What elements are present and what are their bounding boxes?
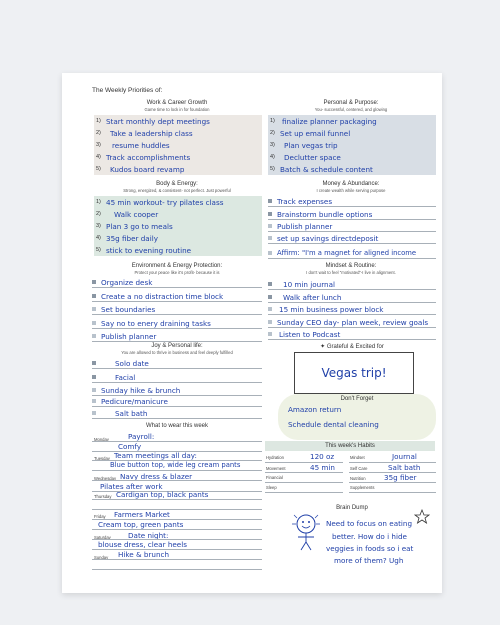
wear-day-label: Monday — [94, 437, 109, 442]
mindset-item: 15 min business power block — [268, 304, 383, 314]
environment-item: Create a no distraction time block — [92, 291, 223, 301]
personal-item: 1) finalize planner packaging — [270, 116, 377, 126]
joy-item: Salt bath — [92, 408, 147, 418]
joy-subheading: You are allowed to thrive in business and feel deeply fulfilled — [121, 350, 233, 355]
wear-line: Date night: — [128, 531, 169, 540]
body-item: 4) 35g fiber daily — [96, 233, 158, 243]
work-item: 5) Kudos board revamp — [96, 164, 185, 174]
money-item: Affirm: "I'm a magnet for aligned income — [268, 248, 416, 258]
habit-value: 120 oz — [310, 452, 335, 461]
money-item: Brainstorm bundle options — [268, 209, 372, 219]
body-item: 2) Walk cooper — [96, 209, 159, 219]
work-item: 1) Start monthly dept meetings — [96, 116, 210, 126]
environment-item: Publish planner — [92, 331, 156, 341]
wear-line: Navy dress & blazer — [120, 472, 193, 481]
brain-dump-line: Need to focus on eating — [326, 519, 413, 528]
body-subheading: Strong, energized, & consistent- not perfect. Just powerful — [123, 188, 231, 193]
wear-day-label: Friday — [94, 514, 106, 519]
wear-heading: What to wear this week — [145, 423, 209, 429]
brain-dump-line: better. How do i hide — [332, 532, 407, 541]
smiley-doodle-icon — [280, 510, 332, 552]
wear-line: Cream top, green pants — [98, 520, 184, 529]
mindset-item: Listen to Podcast — [268, 329, 340, 339]
wear-line: Blue button top, wide leg cream pants — [110, 461, 241, 469]
work-heading: Work & Career Growth — [146, 100, 208, 106]
mindset-item: Sunday CEO day- plan week, review goals — [268, 317, 428, 327]
personal-item: 5) Batch & schedule content — [270, 164, 373, 174]
money-item: set up savings directdeposit — [268, 233, 378, 243]
body-item: 3) Plan 3 go to meals — [96, 221, 173, 231]
money-item: Track expenses — [268, 196, 332, 206]
personal-item: 3) Plan vegas trip — [270, 140, 338, 150]
personal-item: 4) Declutter space — [270, 152, 341, 162]
habit-value: 35g fiber — [384, 473, 417, 482]
grateful-box: Vegas trip! — [294, 352, 414, 394]
grateful-heading: ✦ Grateful & Excited for — [320, 344, 384, 350]
dont-forget-item: Amazon return — [288, 405, 342, 414]
wear-day-label: Sunday — [94, 555, 109, 560]
wear-line: Team meetings all day: — [114, 451, 197, 460]
wear-day-label: Tuesday — [94, 456, 110, 461]
dont-forget-item: Schedule dental cleaning — [288, 420, 379, 429]
money-heading: Money & Abundance: — [322, 181, 380, 187]
joy-heading: Joy & Personal life: — [151, 343, 203, 349]
dont-forget-heading: Don't Forget — [340, 396, 374, 402]
wear-line: Farmers Market — [114, 510, 170, 519]
personal-subheading: You- successful, centered, and glowing — [314, 107, 388, 112]
money-subheading: I create wealth while serving purpose — [316, 188, 386, 193]
personal-item: 2) Set up email funnel — [270, 128, 351, 138]
body-heading: Body & Energy: — [156, 181, 198, 187]
habit-label: Financial — [266, 475, 283, 480]
wear-line: blouse dress, clear heels — [98, 540, 187, 549]
wear-line: Payroll: — [128, 432, 155, 441]
joy-item: Facial — [92, 372, 135, 382]
habit-label: Sleep — [266, 485, 277, 490]
environment-item: Say no to enery draining tasks — [92, 318, 211, 328]
wear-line: Pilates after work — [100, 482, 163, 491]
money-item: Publish planner — [268, 221, 332, 231]
brain-dump-heading: Brain Dump — [336, 505, 368, 511]
mindset-heading: Mindset & Routine: — [325, 263, 377, 269]
environment-subheading: Protect your peace like it's profit- because it is — [134, 270, 220, 275]
star-doodle-icon — [414, 509, 430, 525]
personal-heading: Personal & Purpose: — [323, 100, 379, 106]
habit-value: Journal — [392, 452, 417, 461]
habit-label: Supplements — [350, 485, 375, 490]
mindset-item: 10 min journal — [268, 279, 335, 289]
work-subheading: Game time to lock in for foundation — [144, 107, 210, 112]
environment-item: Set boundaries — [92, 304, 155, 314]
wear-day-label: Saturday — [94, 535, 111, 540]
habit-label: Hydration — [266, 455, 284, 460]
habit-value: 45 min — [310, 463, 335, 472]
habits-heading: This week's Habits — [265, 441, 435, 451]
wear-day-label: Thursday — [94, 494, 112, 499]
wear-line: Cardigan top, black pants — [116, 490, 209, 499]
brain-dump-line: veggies in foods so i eat — [326, 544, 414, 553]
work-item: 4) Track accomplishments — [96, 152, 191, 162]
environment-item: Organize desk — [92, 277, 152, 287]
wear-line: Hike & brunch — [118, 550, 170, 559]
body-item: 1) 45 min workout- try pilates class — [96, 197, 224, 207]
mindset-item: Walk after lunch — [268, 292, 341, 302]
joy-item: Pedicure/manicure — [92, 396, 168, 406]
joy-item: Solo date — [92, 358, 149, 368]
habit-label: Self Care — [350, 466, 368, 471]
body-item: 5) stick to evening routine — [96, 245, 192, 255]
habit-label: Mindset — [350, 455, 365, 460]
wear-line: Comfy — [118, 442, 142, 451]
work-item: 3) resume huddles — [96, 140, 170, 150]
brain-dump-line: more of them? Ugh — [334, 556, 404, 565]
habit-value: Salt bath — [388, 463, 421, 472]
wear-day-label: Wednesday — [94, 476, 117, 481]
habit-label: Nutrition — [350, 476, 366, 481]
page-title: The Weekly Priorities of: — [92, 87, 163, 94]
planner-sheet — [62, 73, 442, 593]
joy-item: Sunday hike & brunch — [92, 385, 180, 395]
mindset-subheading: I don't wait to feel "motivated"-I live in alignment. — [306, 270, 396, 275]
work-item: 2) Take a leadership class — [96, 128, 193, 138]
habit-label: Movement — [266, 466, 286, 471]
environment-heading: Environment & Energy Protection: — [131, 263, 223, 269]
